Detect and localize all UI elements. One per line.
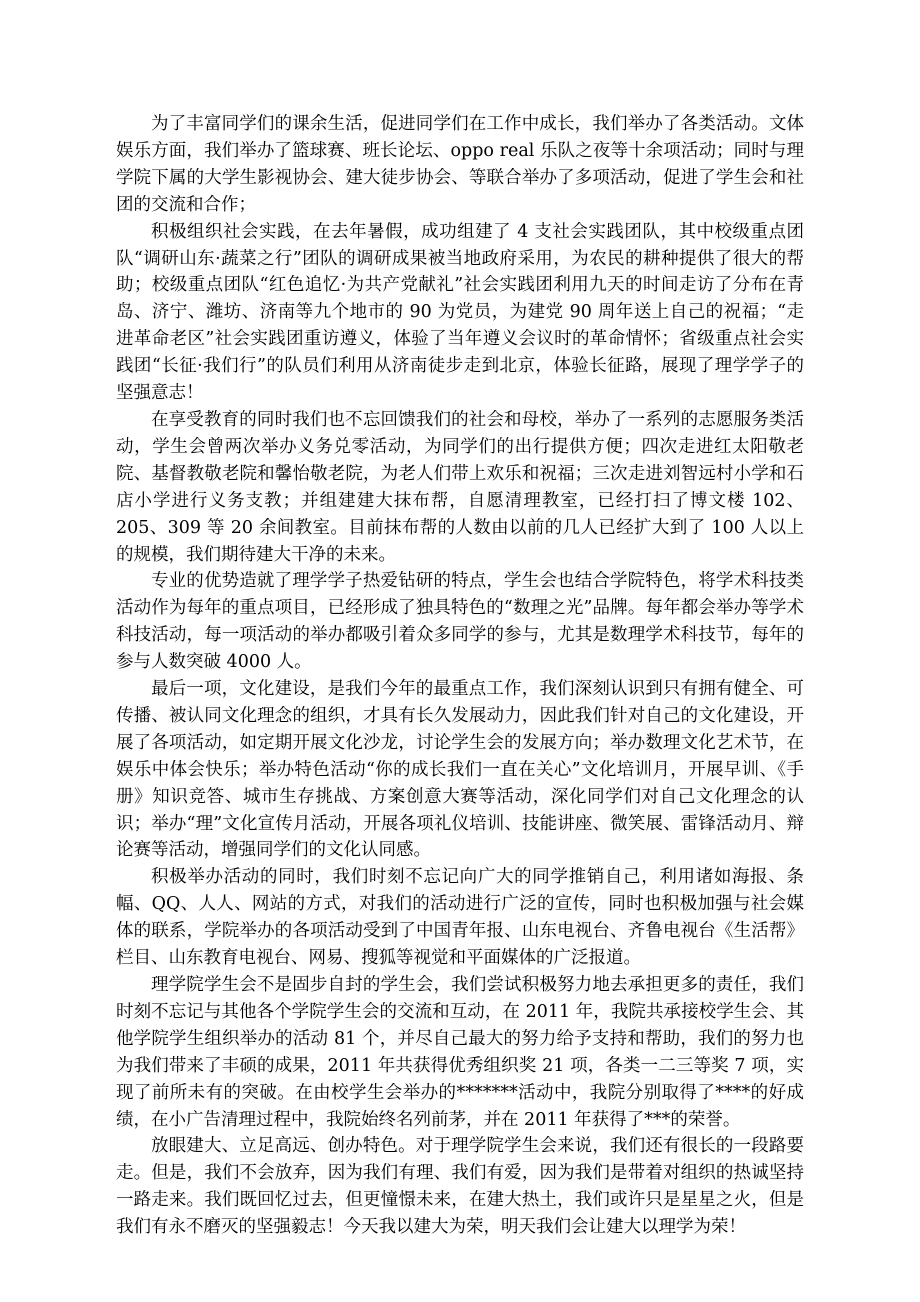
paragraph-activities: 为了丰富同学们的课余生活，促进同学们在工作中成长，我们举办了各类活动。文体娱乐方面，我们举办了篮球赛、班长论坛、oppo real 乐队之夜等十余项活动；同时与理学院下属的大学生影视协会、建大徒步协会、等联合举办了多项活动，促进了学生会和社团的交流和合作； bbox=[116, 114, 804, 215]
paragraph-culture-building: 最后一项，文化建设，是我们今年的最重点工作，我们深刻认识到只有拥有健全、可传播、被认同文化理念的组织，才具有长久发展动力，因此我们针对自己的文化建设，开展了各项活动，如定期开展文化沙龙，讨论学生会的发展方向；举办数理文化艺术节，在娱乐中体会快乐；举办特色活动“你的成长我们一直在关心”文化培训月，开展早训、《手册》知识竞答、城市生存挑战、方案创意大赛等活动，深化同学们对自己文化理念的认识；举办“理”文化宣传月活动，开展各项礼仪培训、技能讲座、微笑展、雷锋活动月、辩论赛等活动，增强同学们的文化认同感。 bbox=[116, 679, 804, 861]
paragraph-cooperation-awards: 理学院学生会不是固步自封的学生会，我们尝试积极努力地去承担更多的责任，我们时刻不忘记与其他各个学院学生会的交流和互动，在 2011 年，我院共承接校学生会、其他学院学生组织举办的活动 81 个，并尽自己最大的努力给予支持和帮助，我们的努力也为我们带来了丰硕的成果，2011 年共获得优秀组织奖 21 项，各类一二三等奖 7 项，实现了前所未有的突破。在由校学生会举办的*******活动中，我院分别取得了****的好成绩，在小广告清理过程中，我院始终名列前茅，并在 2011 年获得了***的荣誉。 bbox=[116, 975, 804, 1130]
document-body bbox=[116, 111, 804, 1241]
paragraph-publicity: 积极举办活动的同时，我们时刻不忘记向广大的同学推销自己，利用诸如海报、条幅、QQ、人人、网站的方式，对我们的活动进行广泛的宣传，同时也积极加强与社会媒体的联系，学院举办的各项活动受到了中国青年报、山东电视台、齐鲁电视台《生活帮》栏目、山东教育电视台、网易、搜狐等视觉和平面媒体的广泛报道。 bbox=[116, 867, 804, 969]
paragraph-social-practice: 积极组织社会实践，在去年暑假，成功组建了 4 支社会实践团队，其中校级重点团队“调研山东·蔬菜之行”团队的调研成果被当地政府采用，为农民的耕种提供了很大的帮助；校级重点团队“红色追忆·为共产党献礼”社会实践团利用九天的时间走访了分布在青岛、济宁、潍坊、济南等九个地市的 90 为党员，为建党 90 周年送上自己的祝福；“走进革命老区”社会实践团重访遵义，体验了当年遵义会议时的革命情怀；省级重点社会实践团“长征·我们行”的队员们利用从济南徒步走到北京，体验长征路，展现了理学学子的坚强意志！ bbox=[116, 221, 804, 404]
paragraph-academic-tech: 专业的优势造就了理学学子热爱钻研的特点，学生会也结合学院特色，将学术科技类活动作为每年的重点项目，已经形成了独具特色的“数理之光”品牌。每年都会举办等学术科技活动，每一项活动的举办都吸引着众多同学的参与，尤其是数理学术科技节，每年的参与人数突破 4000 人。 bbox=[116, 571, 804, 673]
paragraph-conclusion: 放眼建大、立足高远、创办特色。对于理学院学生会来说，我们还有很长的一段路要走。但是，我们不会放弃，因为我们有理、我们有爱，因为我们是带着对组织的热诚坚持一路走来。我们既回忆过去，但更憧憬未来，在建大热土，我们或许只是星星之火，但是我们有永不磨灭的坚强毅志！今天我以建大为荣，明天我们会让建大以理学为荣！ bbox=[116, 1136, 804, 1238]
paragraph-volunteer-service: 在享受教育的同时我们也不忘回馈我们的社会和母校，举办了一系列的志愿服务类活动，学生会曾两次举办义务兑零活动，为同学们的出行提供方便；四次走进红太阳敬老院、基督教敬老院和馨怡敬老院，为老人们带上欢乐和祝福；三次走进刘智远村小学和石店小学进行义务支教；并组建建大抹布帮，自愿清理教室，已经打扫了博文楼 102、205、309 等 20 余间教室。目前抹布帮的人数由以前的几人已经扩大到了 100 人以上的规模，我们期待建大干净的未来。 bbox=[116, 409, 804, 565]
